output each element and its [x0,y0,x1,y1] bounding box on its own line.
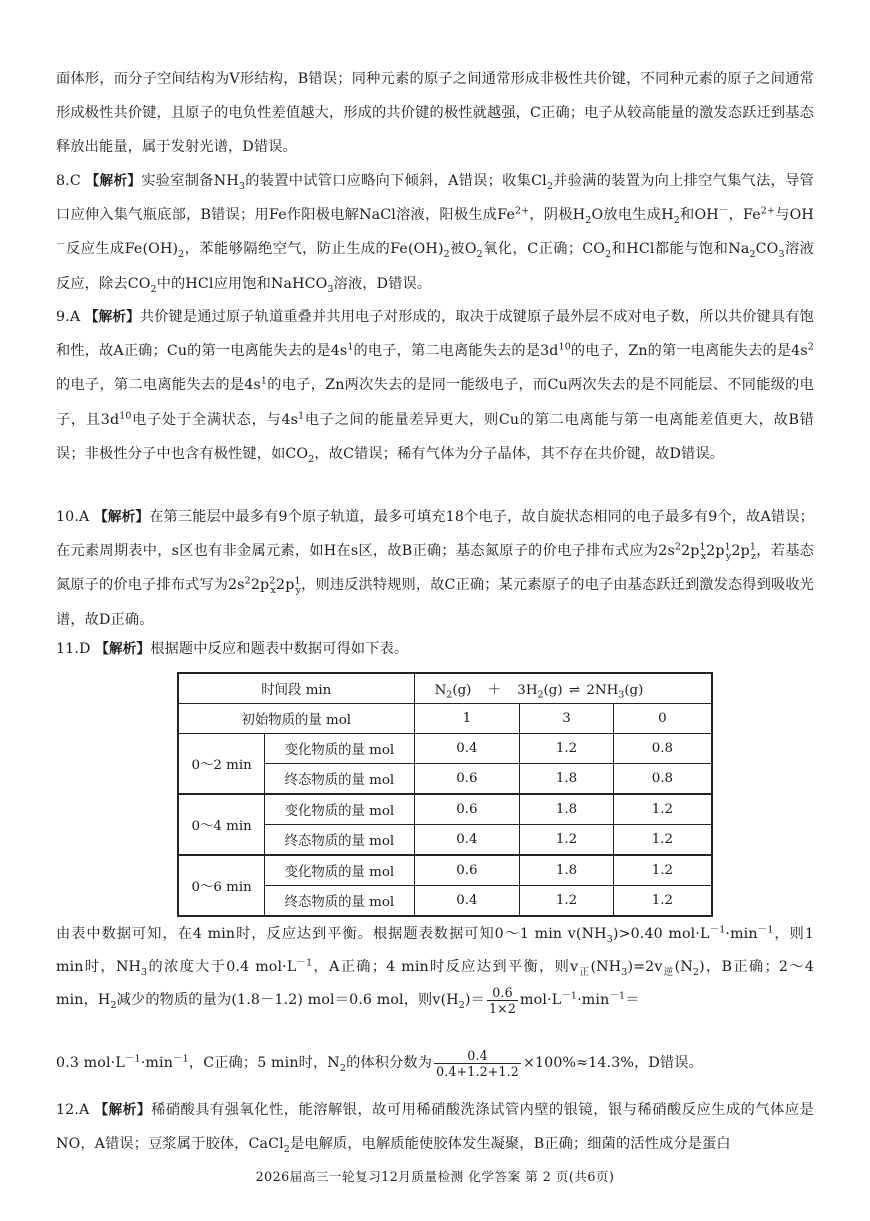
fraction-denominator: 1×2 [489,1000,517,1016]
q8-explanation: 8.C 【解析】实验室制备$NH_3$的装置中试管口应略向下倾斜，A错误；收集$Cl_2$并验满的装置为向上排空气集气法，导管口应伸入集气瓶底部，B错误；用Fe作阳极电解NaCl溶液，阳极生成$Fe^{2+}$，阴极$H_2O$放电生成$H_2$和OH－，$Fe^{2+}$与OH－反应生成$Fe(OH)_2$，苯能够隔绝空气，防止生成的$Fe(OH)_2$被$O_2$氧化，C正确；$CO_2$和HCl都能与饱和$Na_2CO_3$溶液反应，除去$CO_2$中的HCl应用饱和NaHCO$_3$溶液，D错误。 [56,173,814,295]
period-label: 0～6 min [178,855,265,916]
q12-analysis-tag: 【解析】 [94,1102,152,1118]
q8-text: 和OH [679,207,719,224]
table-cell: 1.2 [520,734,614,764]
q10-text: ，若基态氮原子的价电子排布式写为2s [56,543,815,594]
q11-analysis-end: 0.3 $mol\cdot L^{-1}\cdot\min^{-1}$，C正确；5 min时，$N_2$的体积分数为 $\frac{0.4}{0.4+1.2+1.2}$ ×100%≈14.3%，D错误。 [56,1047,703,1079]
table-cell: 1.2 [520,886,614,917]
fraction-denominator: 0.4+1.2+1.2 [436,1063,519,1079]
q11-text: ·min [577,992,610,1008]
page-footer: 2026届高三一轮复习12月质量检测 化学答案 第 2 页(共6页) [255,1169,615,1184]
q9-text: 的电子，第二电离能失去的是3d [353,343,559,360]
change-label: 变化物质的量 mol [265,734,414,764]
q11-number: 11.D [56,641,91,657]
table-cell: 0.4 [414,825,520,856]
fraction-numerator: 0.6 [487,985,518,1001]
table-cell: 1.2 [613,855,712,886]
q11-text: (NH [590,959,622,975]
table-header-row [178,673,712,704]
table-header-period: 时间段 min [178,673,414,704]
q11-text: (N [674,959,693,975]
q9-text: 电子处于全满状态，与4s [131,411,299,428]
table-cell: 3 [520,704,614,734]
table-cell: 1.2 [613,886,712,917]
q8-number: 8.C [56,173,81,189]
q11-text: ·min [140,1055,173,1071]
eq-state: (g) [624,683,644,698]
table-cell: 1.2 [613,825,712,856]
initial-label: 初始物质的量 mol [178,704,414,734]
table-cell: 1.8 [520,764,614,795]
q10-explanation: 10.A 【解析】在第三能层中最多有9个原子轨道，最多可填充18个电子，故自旋状态相同的电子最多有9个，故A错误；在元素周期表中，s区也有非金属元素，如H在s区，故B正确；基态氮原子的价电子排布式应为$2s^22p^1_x2p^1_y2p^1_z$，若基态氮原子的价电子排布式写为$2s^22p^2_x2p^1_y$，则违反洪特规则，故C正确；某元素原子的电子由基态跃迁到激发态得到吸收光谱，故D正确。 [56,509,815,628]
table-cell: 0.8 [613,734,712,764]
q8-text: O放电生成H [591,207,674,224]
q8-text: 中的HCl应用饱和NaHCO [156,275,328,292]
fraction-volume [434,1048,521,1079]
table-row [178,734,712,764]
q9-text: ，故C错误；稀有气体为分子晶体，其不存在共价键，故D错误。 [314,445,725,462]
q11-text: mol·L [520,992,562,1008]
q8-text: ，阴极H [529,207,586,224]
q11-analysis-tag: 【解析】 [95,641,151,657]
q8-text: 反应生成Fe(OH) [65,241,179,258]
q11-text: 的体积分数为 [346,1055,433,1071]
q11-text: ×100%≈14.3%，D错误。 [522,1055,703,1071]
eq-state: (g) [452,683,472,698]
q11-analysis: 由表中数据可知，在4 min时，反应达到平衡。根据题表数据可知0～1 $\min v(NH_3)>0.40$ $mol\cdot L^{-1}\cdot\min^{-1}$，则1 min时，$NH_3$的浓度大于0.4 $mol\cdot L^{-1}$，A正确；4 min时反应达到平衡，则$v_正(NH_3)=2v_逆(N_2)$，B正确；2～4 min，$H_2$减少的物质的量为(1.8－1.2) mol＝0.6 mol，则$v(H_2)=$ $\frac{0.6}{1\times 2}$ $mol\cdot L^{-1}\cdot\min^{-1}=$ [56,924,815,1016]
q10-number: 10.A [56,509,90,525]
eq-plus: ＋ [487,683,502,698]
q11-text: 0.3 mol·L [56,1055,125,1071]
table-cell: 0.6 [414,855,520,886]
q11-text: )>0.40 mol·L [612,926,710,942]
q8-text: CO [755,241,779,258]
table-row-initial [178,704,712,734]
q11-text: ，A正确；4 min时反应达到平衡，则v [312,959,579,975]
q8-analysis-tag: 【解析】 [85,173,142,189]
eq-state: (g) [543,683,563,698]
q11-text: 减少的物质的量为(1.8－1.2) mol＝0.6 mol，则v(H [116,992,459,1008]
table-cell: 1.8 [520,855,614,886]
table-cell: 0.4 [414,734,520,764]
table-cell: 1 [414,704,520,734]
q11-text: )＝ [464,992,486,1008]
table-row [178,855,712,886]
q8-text: 实验室制备NH [141,173,239,189]
q9-text: 的电子，Zn两次失去的是同一能级电子，而Cu两次失去的是不同能层、不同能级的电子，且3d [56,377,814,428]
eq-nh3: 2NH [586,683,619,698]
q9-number: 9.A [56,309,81,325]
q9-text: 的电子，第二电离能失去的是4s [56,377,261,394]
fraction-numerator: 0.4 [434,1048,521,1064]
q9-text: 电子之间的能量差异更大，则Cu的第二电离能与第一电离能差值更大，故B错误；非极性分子中也含有极性键，如CO [56,411,815,462]
equilibrium-table [177,672,713,917]
q8-text: 与OH [775,207,814,224]
q8-text: ，苯能够隔绝空气，防止生成的Fe(OH) [184,241,444,258]
q11-text: ·min [725,926,758,942]
q11-text: 的浓度大于0.4 mol·L [147,959,297,975]
q11-text: )，B正确；2～4 min，H [56,959,815,1008]
final-label: 终态物质的量 mol [265,886,414,917]
q9-text: 的电子，Zn的第一电离能失去的是4s [570,343,808,360]
table-cell: 1.2 [613,794,712,825]
q11-text: 由表中数据可知，在4 min时，反应达到平衡。根据题表数据可知0～1 min v(NH [56,926,607,942]
q11-text: )=2v [627,959,663,975]
final-label: 终态物质的量 mol [265,764,414,795]
table-cell: 1.2 [520,825,614,856]
q8-text: 被O [449,241,477,258]
eq-n2: N [434,683,447,698]
q8-text: ，Fe [728,207,761,224]
table-cell: 0 [613,704,712,734]
period-label: 0～4 min [178,794,265,855]
q8-text: 和HCl都能与饱和Na [611,241,750,258]
table-header-equation: $N_2(g) + 3H_2(g)$ ⇌ $2NH_3(g)$ [414,673,712,704]
q10-analysis-tag: 【解析】 [94,509,150,525]
q11-text: ＝ [625,992,640,1008]
q8-text: 溶液反应，除去CO [56,241,814,292]
q11-text: ，则1 min时，NH [56,926,815,975]
q8-text: 氧化，C正确；CO [482,241,606,258]
q12-text: 是电解质，电解质能使胶体发生凝聚，B正确；细菌的活性成分是蛋白 [289,1136,731,1153]
table-cell: 0.6 [414,794,520,825]
change-label: 变化物质的量 mol [265,855,414,886]
q7-text: 面体形，而分子空间结构为V形结构，B错误；同种元素的原子之间通常形成非极性共价键，不同种元素的原子之间通常形成极性共价键，且原子的电负性差值越大，形成的共价键的极性就越强，C正确；电子从较高能量的激发态跃迁到基态释放出能量，属于发射光谱，D错误。 [56,71,814,156]
q9-explanation: 9.A 【解析】共价键是通过原子轨道重叠并共用电子对形成的，取决于成键原子最外层不成对电子数，所以共价键具有饱和性，故A正确；Cu的第一电离能失去的是$4s^1$的电子，第二电离能失去的是$3d^{10}$的电子，Zn的第一电离能失去的是$4s^2$的电子，第二电离能失去的是$4s^1$的电子，Zn两次失去的是同一能级电子，而Cu两次失去的是不同能层、不同能级的电子，且$3d^{10}$电子处于全满状态，与$4s^1$电子之间的能量差异更大，则Cu的第二电离能与第一电离能差值更大，故B错误；非极性分子中也含有极性键，如$CO_2$，故C错误；稀有气体为分子晶体，其不存在共价键，故D错误。 [56,309,815,465]
q12-text: 稀硝酸具有强氧化性，能溶解银，故可用稀硝酸洗涤试管内壁的银镜，银与稀硝酸反应生成的气体应是NO，A错误；豆浆属于胶体，CaCl [56,1102,814,1153]
q12-explanation: 12.A 【解析】稀硝酸具有强氧化性，能溶解银，故可用稀硝酸洗涤试管内壁的银镜，银与稀硝酸反应生成的气体应是NO，A错误；豆浆属于胶体，CaCl$_2$是电解质，电解质能使胶体发生凝聚，B正确；细菌的活性成分是蛋白 [56,1102,814,1156]
table-cell: 0.4 [414,886,520,917]
q11-text: 根据题中反应和题表中数据可得如下表。 [150,641,409,657]
change-label: 变化物质的量 mol [265,794,414,825]
final-label: 终态物质的量 mol [265,825,414,856]
q8-text: 的装置中试管口应略向下倾斜，A错误；收集Cl [245,173,547,189]
period-label: 0～2 min [178,734,265,795]
table-cell: 0.8 [613,764,712,795]
q11-explanation [56,632,814,666]
q9-analysis-tag: 【解析】 [84,309,140,325]
q10-text: ，则违反洪特规则，故C正确；某元素原子的电子由基态跃迁到激发态得到吸收光谱，故D正确。 [56,577,814,628]
table-cell: 0.6 [414,764,520,795]
eq-h2: 3H [517,683,538,698]
q12-number: 12.A [56,1102,90,1118]
q7-continuation [56,62,814,165]
q11-text: ，C正确；5 min时，N [188,1055,340,1071]
q8-text: 溶液，D错误。 [333,275,432,292]
q9-text: 共价键是通过原子轨道重叠并共用电子对形成的，取决于成键原子最外层不成对电子数，所以共价键具有饱和性，故A正确；Cu的第一电离能失去的是4s [56,309,814,360]
q10-text: 在第三能层中最多有9个原子轨道，最多可填充18个电子，故自旋状态相同的电子最多有9个，故A错误；在元素周期表中，s区也有非金属元素，如H在s区，故B正确；基态氮原子的价电子排布式应为2s [56,509,814,560]
table-cell: 1.8 [520,794,614,825]
fraction-rate [487,985,518,1016]
table-row [178,794,712,825]
q8-text: 并验满的装置为向上排空气集气法，导管口应伸入集气瓶底部，B错误；用Fe作阳极电解NaCl溶液，阳极生成Fe [56,173,814,224]
equilibrium-arrow-icon: ⇌ [568,683,581,698]
